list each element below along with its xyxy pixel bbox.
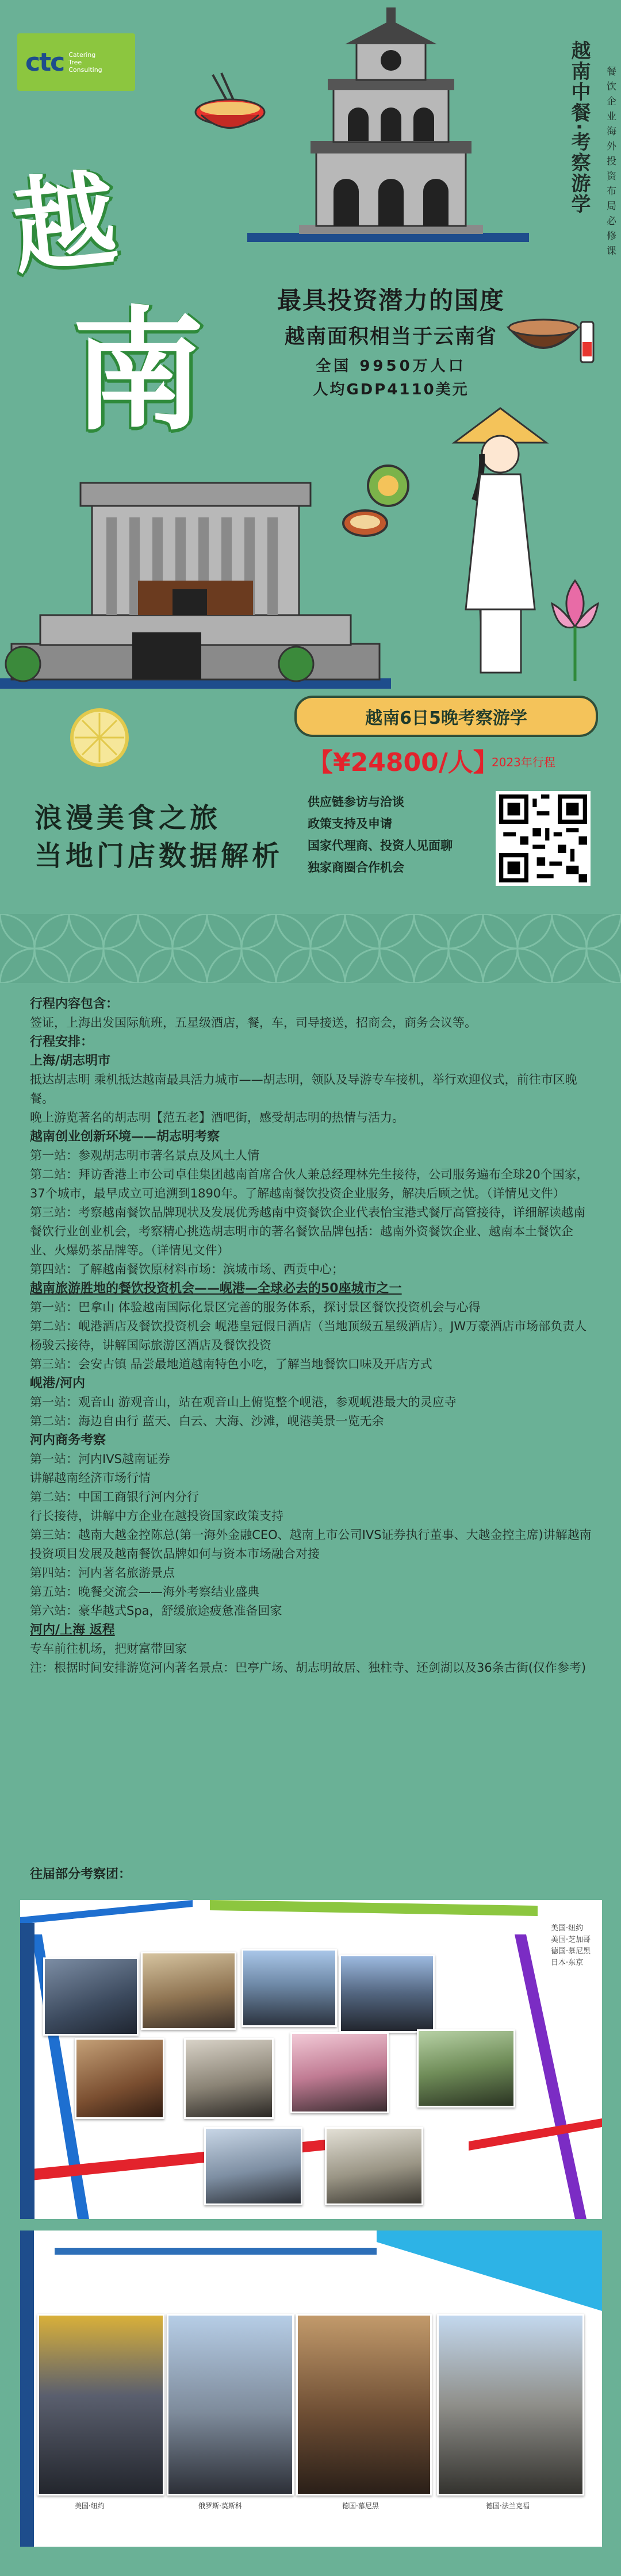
- photo-caption: 俄罗斯·莫斯科: [198, 2502, 242, 2510]
- schedule-item: 第一站：河内IVS越南证券: [30, 1452, 170, 1466]
- photo-caption: 美国·纽约: [75, 2502, 105, 2510]
- schedule-day-heading: 河内商务考察: [30, 1433, 106, 1448]
- gallery-title: 往届部分考察团：: [30, 1867, 132, 1882]
- group-photo: [417, 2029, 515, 2107]
- noodle-bowl-icon: [190, 72, 270, 141]
- calligraphy-nan: 南: [72, 293, 205, 448]
- feature-item: 国家代理商、投资人见面聊: [308, 839, 453, 853]
- mausoleum-illustration: [0, 437, 391, 707]
- coffee-icon: [503, 299, 601, 374]
- slogan-line: 浪漫美食之旅: [34, 802, 221, 834]
- gallery-panel-2: [20, 2231, 602, 2547]
- schedule-item: 讲解越南经济市场行情: [30, 1471, 151, 1485]
- location-label: 美国·纽约: [551, 1924, 584, 1933]
- side-subtitle: 餐饮企业海外投资布局必修课: [604, 66, 616, 260]
- group-photo: [290, 2032, 389, 2113]
- schedule-item: 第一站：参观胡志明市著名景点及风土人情: [30, 1149, 259, 1162]
- group-photo: [325, 2127, 423, 2205]
- schedule-item: 晚上游览著名的胡志明【范五老】酒吧街，感受胡志明的热情与活力。: [30, 1111, 404, 1124]
- group-photo: [184, 2038, 274, 2119]
- feature-list: [308, 791, 453, 878]
- schedule-item: 行长接待，讲解中方企业在越投资国家政策支持: [30, 1509, 283, 1523]
- schedule-item: 第二站：中国工商银行河内分行: [30, 1490, 199, 1504]
- group-photo: [437, 2314, 584, 2496]
- schedule-item: 第二站：拜访香港上市公司卓佳集团越南首席合伙人兼总经理林先生接待，公司服务遍布全球20个国家，37个城市，最早成立可追溯到1890年。了解越南餐饮投资企业服务，解决后顾之忧。（详情见文件）: [30, 1168, 589, 1200]
- location-label: 日本·东京: [551, 1959, 584, 1967]
- fruit-icon: [339, 460, 414, 546]
- schedule-item: 专车前往机场，把财富带回家: [30, 1642, 187, 1656]
- group-photo: [339, 1955, 435, 2033]
- lemon-slice-icon: [68, 706, 131, 769]
- pagoda-illustration: [247, 3, 529, 256]
- logo-text: Catering Tree Consulting: [68, 51, 102, 74]
- photo-caption: 德国·法兰克福: [486, 2502, 530, 2510]
- slogan: [34, 799, 283, 875]
- schedule-item: 第三站：越南大越金控陈总(第一海外金融CEO、越南上市公司IVS证券执行董事、大越金控主席)讲解越南投资项目发展及越南餐饮品牌如何与资本市场融合对接: [30, 1528, 592, 1561]
- schedule-section-heading: 越南旅游胜地的餐饮投资机会——岘港—全球必去的50座城市之一: [30, 1281, 402, 1296]
- location-label: 美国·芝加哥: [551, 1936, 591, 1944]
- schedule-item: 注：根据时间安排游览河内著名景点：巴亭广场、胡志明故居、独柱寺、还剑湖以及36条古街(仅作参考): [30, 1661, 586, 1675]
- headline-area: 越南面积相当于云南省: [284, 325, 497, 348]
- headline-block: [270, 282, 512, 399]
- price-year: 2023年行程: [492, 755, 555, 769]
- schedule-item: 第四站：了解越南餐饮原材料市场：滨城市场、西贡中心；: [30, 1262, 344, 1276]
- lotus-icon: [540, 569, 610, 684]
- schedule-day-heading: 越南创业创新环境——胡志明考察: [30, 1130, 220, 1144]
- calligraphy-yue: 越: [6, 158, 122, 289]
- gallery-location-labels: [551, 1923, 591, 1969]
- location-label: 德国·慕尼黑: [551, 1947, 591, 1956]
- schedule-item: 第二站：岘港酒店及餐饮投资机会 岘港皇冠假日酒店（当地顶级五星级酒店）。JW万豪酒店市场部负责人杨骏云接待，讲解国际旅游区酒店及餐饮投资: [30, 1319, 587, 1352]
- feature-item: 独家商圈合作机会: [308, 861, 404, 874]
- schedule-item: 第六站：豪华越式Spa，舒缓旅途疲惫准备回家: [30, 1604, 282, 1618]
- group-photo: [43, 1957, 139, 2036]
- headline-population: 全国 9950万人口: [316, 358, 466, 375]
- schedule-item: 第一站：观音山 游观音山，站在观音山上俯览整个岘港，参观岘港最大的灵应寺: [30, 1395, 457, 1409]
- schedule-item: 第五站：晚餐交流会——海外考察结业盛典: [30, 1585, 259, 1599]
- schedule-section-heading: 河内/上海 返程: [30, 1623, 115, 1637]
- schedule-day-heading: 上海/胡志明市: [30, 1054, 111, 1068]
- schedule-item: 第三站：会安古镇 品尝最地道越南特色小吃，了解当地餐饮口味及开店方式: [30, 1357, 432, 1371]
- schedule-item: 抵达胡志明 乘机抵达越南最具活力城市——胡志明，领队及导游专车接机，举行欢迎仪式，前往市区晚餐。: [30, 1073, 577, 1105]
- group-photo: [167, 2314, 294, 2496]
- schedule-day-heading: 岘港/河内: [30, 1376, 86, 1391]
- tour-badge: 越南6日5晚考察游学: [294, 696, 598, 737]
- schedule-blocks: [30, 1051, 596, 1677]
- headline-gdp: 人均GDP4110美元: [313, 381, 469, 398]
- schedule-item: 第三站：考察越南餐饮品牌现状及发展优秀越南中资餐饮企业代表怡宝港式餐厅高管接待，详细解读越南餐饮行业创业机会，考察精心挑选胡志明市的著名餐饮品牌包括：越南外资餐饮企业、越南本土餐饮企业、火爆奶茶品牌等。（详情见文件）: [30, 1206, 585, 1257]
- group-photo: [296, 2314, 432, 2496]
- headline-title: 最具投资潜力的国度: [277, 286, 505, 314]
- qr-code[interactable]: [496, 791, 591, 886]
- includes-title: 行程内容包含：: [30, 997, 119, 1011]
- price: 【¥24800/人】: [308, 748, 499, 777]
- logo: [17, 33, 135, 91]
- group-photo: [37, 2314, 164, 2496]
- group-photo: [141, 1952, 236, 2030]
- schedule-item: 第四站：河内著名旅游景点: [30, 1566, 175, 1580]
- side-title: 越南中餐·考察游学: [568, 40, 591, 214]
- group-photo: [241, 1949, 337, 2027]
- schedule-item: 第二站：海边自由行 蓝天、白云、大海、沙滩，岘港美景一览无余: [30, 1414, 384, 1428]
- gallery-panel: [20, 1900, 602, 2219]
- logo-mark: ctc: [25, 47, 64, 77]
- group-photo: [75, 2038, 164, 2119]
- schedule-item: 第一站：巴拿山 体验越南国际化景区完善的服务体系，探讨景区餐饮投资机会与心得: [30, 1300, 481, 1314]
- slogan-line: 当地门店数据解析: [34, 840, 283, 872]
- decorative-pattern: [0, 914, 621, 983]
- schedule-title: 行程安排：: [30, 1035, 94, 1049]
- feature-item: 供应链参访与洽谈: [308, 795, 404, 809]
- qr-code-icon: [499, 794, 587, 882]
- feature-item: 政策支持及申请: [308, 817, 392, 831]
- itinerary: [30, 995, 596, 1677]
- includes-text: 签证，上海出发国际航班，五星级酒店，餐，车，司导接送，招商会，商务会议等。: [30, 1016, 477, 1030]
- photo-caption: 德国·慕尼黑: [342, 2502, 379, 2510]
- group-photo: [204, 2127, 302, 2205]
